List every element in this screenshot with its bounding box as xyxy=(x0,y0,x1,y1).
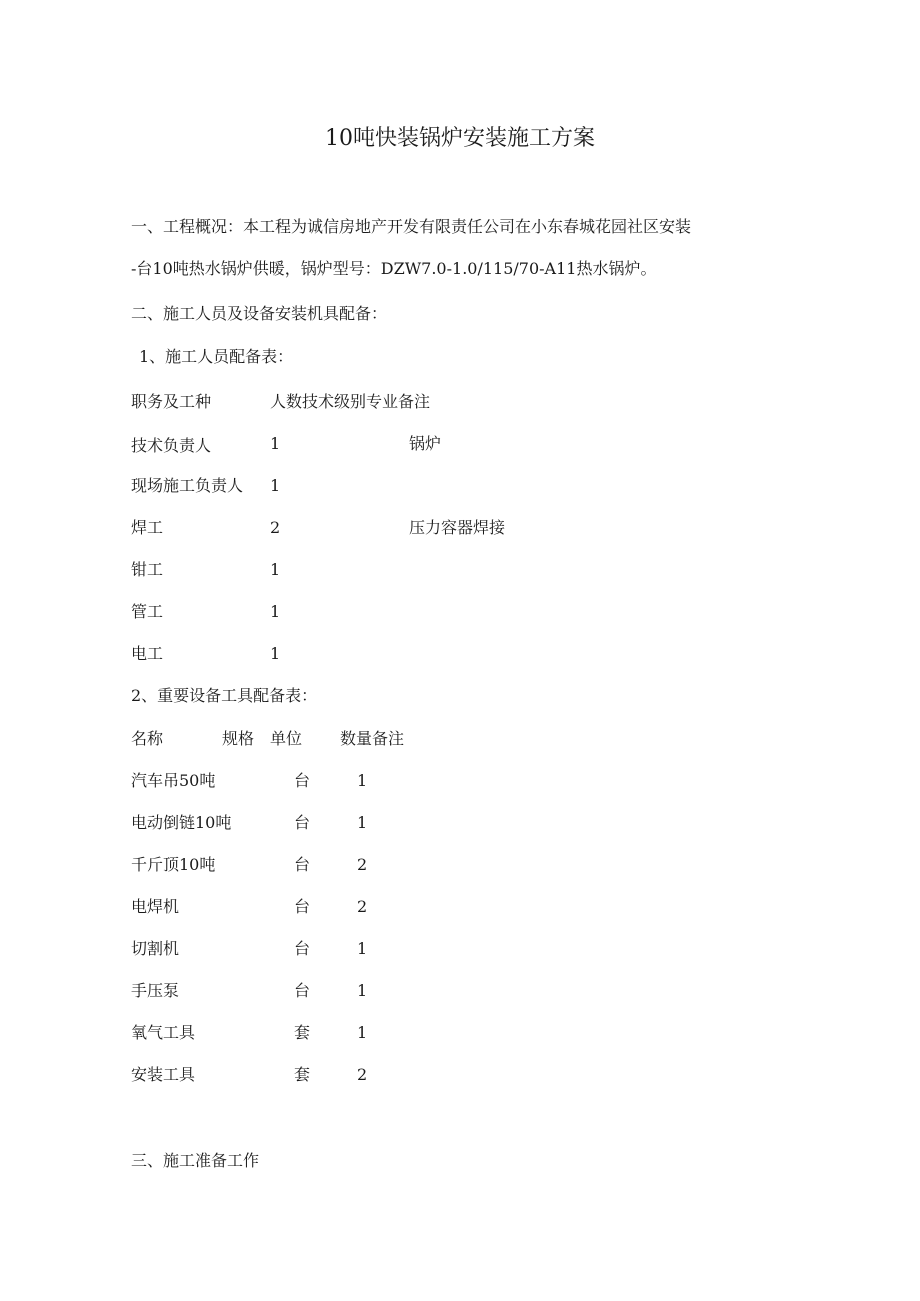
personnel-note: 压力容器焊接 xyxy=(409,518,506,537)
equipment-qty: 1 xyxy=(357,813,368,832)
personnel-role: 管工 xyxy=(131,602,164,621)
equipment-name: 汽车吊50吨 xyxy=(131,771,216,790)
equipment-name: 手压泵 xyxy=(131,981,180,1000)
personnel-role: 焊工 xyxy=(131,518,164,537)
equipment-name: 安装工具 xyxy=(131,1065,196,1084)
overview-line-1: 一、工程概况：本工程为诚信房地产开发有限责任公司在小东春城花园社区安装 xyxy=(131,217,692,236)
personnel-count: 1 xyxy=(270,434,281,453)
personnel-count: 1 xyxy=(270,644,281,663)
equipment-qty: 1 xyxy=(357,1023,368,1042)
personnel-count: 1 xyxy=(270,476,281,495)
personnel-role: 电工 xyxy=(131,644,164,663)
equipment-unit: 套 xyxy=(294,1065,311,1084)
equipment-unit: 台 xyxy=(294,981,311,1000)
equipment-name: 氧气工具 xyxy=(131,1023,196,1042)
equipment-unit: 台 xyxy=(294,939,311,958)
personnel-header-role: 职务及工种 xyxy=(131,392,212,411)
equipment-qty: 2 xyxy=(357,1065,368,1084)
equipment-qty: 1 xyxy=(357,939,368,958)
equipment-header-qty-note: 数量备注 xyxy=(340,729,405,748)
equipment-name: 电焊机 xyxy=(131,897,180,916)
overview-line-2: -台10吨热水锅炉供暖，锅炉型号：DZW7.0-1.0/115/70-A11热水锅炉。 xyxy=(131,259,657,278)
equipment-header-unit: 单位 xyxy=(270,729,303,748)
equipment-name: 切割机 xyxy=(131,939,180,958)
equipment-qty: 1 xyxy=(357,771,368,790)
personnel-note: 锅炉 xyxy=(409,434,442,453)
equipment-qty: 2 xyxy=(357,897,368,916)
equipment-name: 千斤顶10吨 xyxy=(131,855,216,874)
personnel-role: 钳工 xyxy=(131,560,164,579)
personnel-count: 2 xyxy=(270,518,281,537)
equipment-unit: 台 xyxy=(294,855,311,874)
page-title: 10吨快装锅炉安装施工方案 xyxy=(325,126,595,151)
equipment-header-spec: 规格 xyxy=(222,729,255,748)
section-2-heading: 二、施工人员及设备安装机具配备： xyxy=(131,304,388,323)
equipment-unit: 套 xyxy=(294,1023,311,1042)
equipment-unit: 台 xyxy=(294,813,311,832)
personnel-table-heading: 1、施工人员配备表： xyxy=(139,347,294,366)
personnel-header-rest: 人数技术级别专业备注 xyxy=(270,392,431,411)
equipment-unit: 台 xyxy=(294,897,311,916)
personnel-count: 1 xyxy=(270,560,281,579)
personnel-role: 现场施工负责人 xyxy=(131,476,244,495)
equipment-header-name: 名称 xyxy=(131,729,164,748)
personnel-role: 技术负责人 xyxy=(131,436,212,455)
equipment-name: 电动倒链10吨 xyxy=(131,813,232,832)
equipment-table-heading: 2、重要设备工具配备表： xyxy=(131,686,318,705)
equipment-qty: 1 xyxy=(357,981,368,1000)
personnel-count: 1 xyxy=(270,602,281,621)
section-3-heading: 三、施工准备工作 xyxy=(131,1151,260,1170)
equipment-qty: 2 xyxy=(357,855,368,874)
equipment-unit: 台 xyxy=(294,771,311,790)
